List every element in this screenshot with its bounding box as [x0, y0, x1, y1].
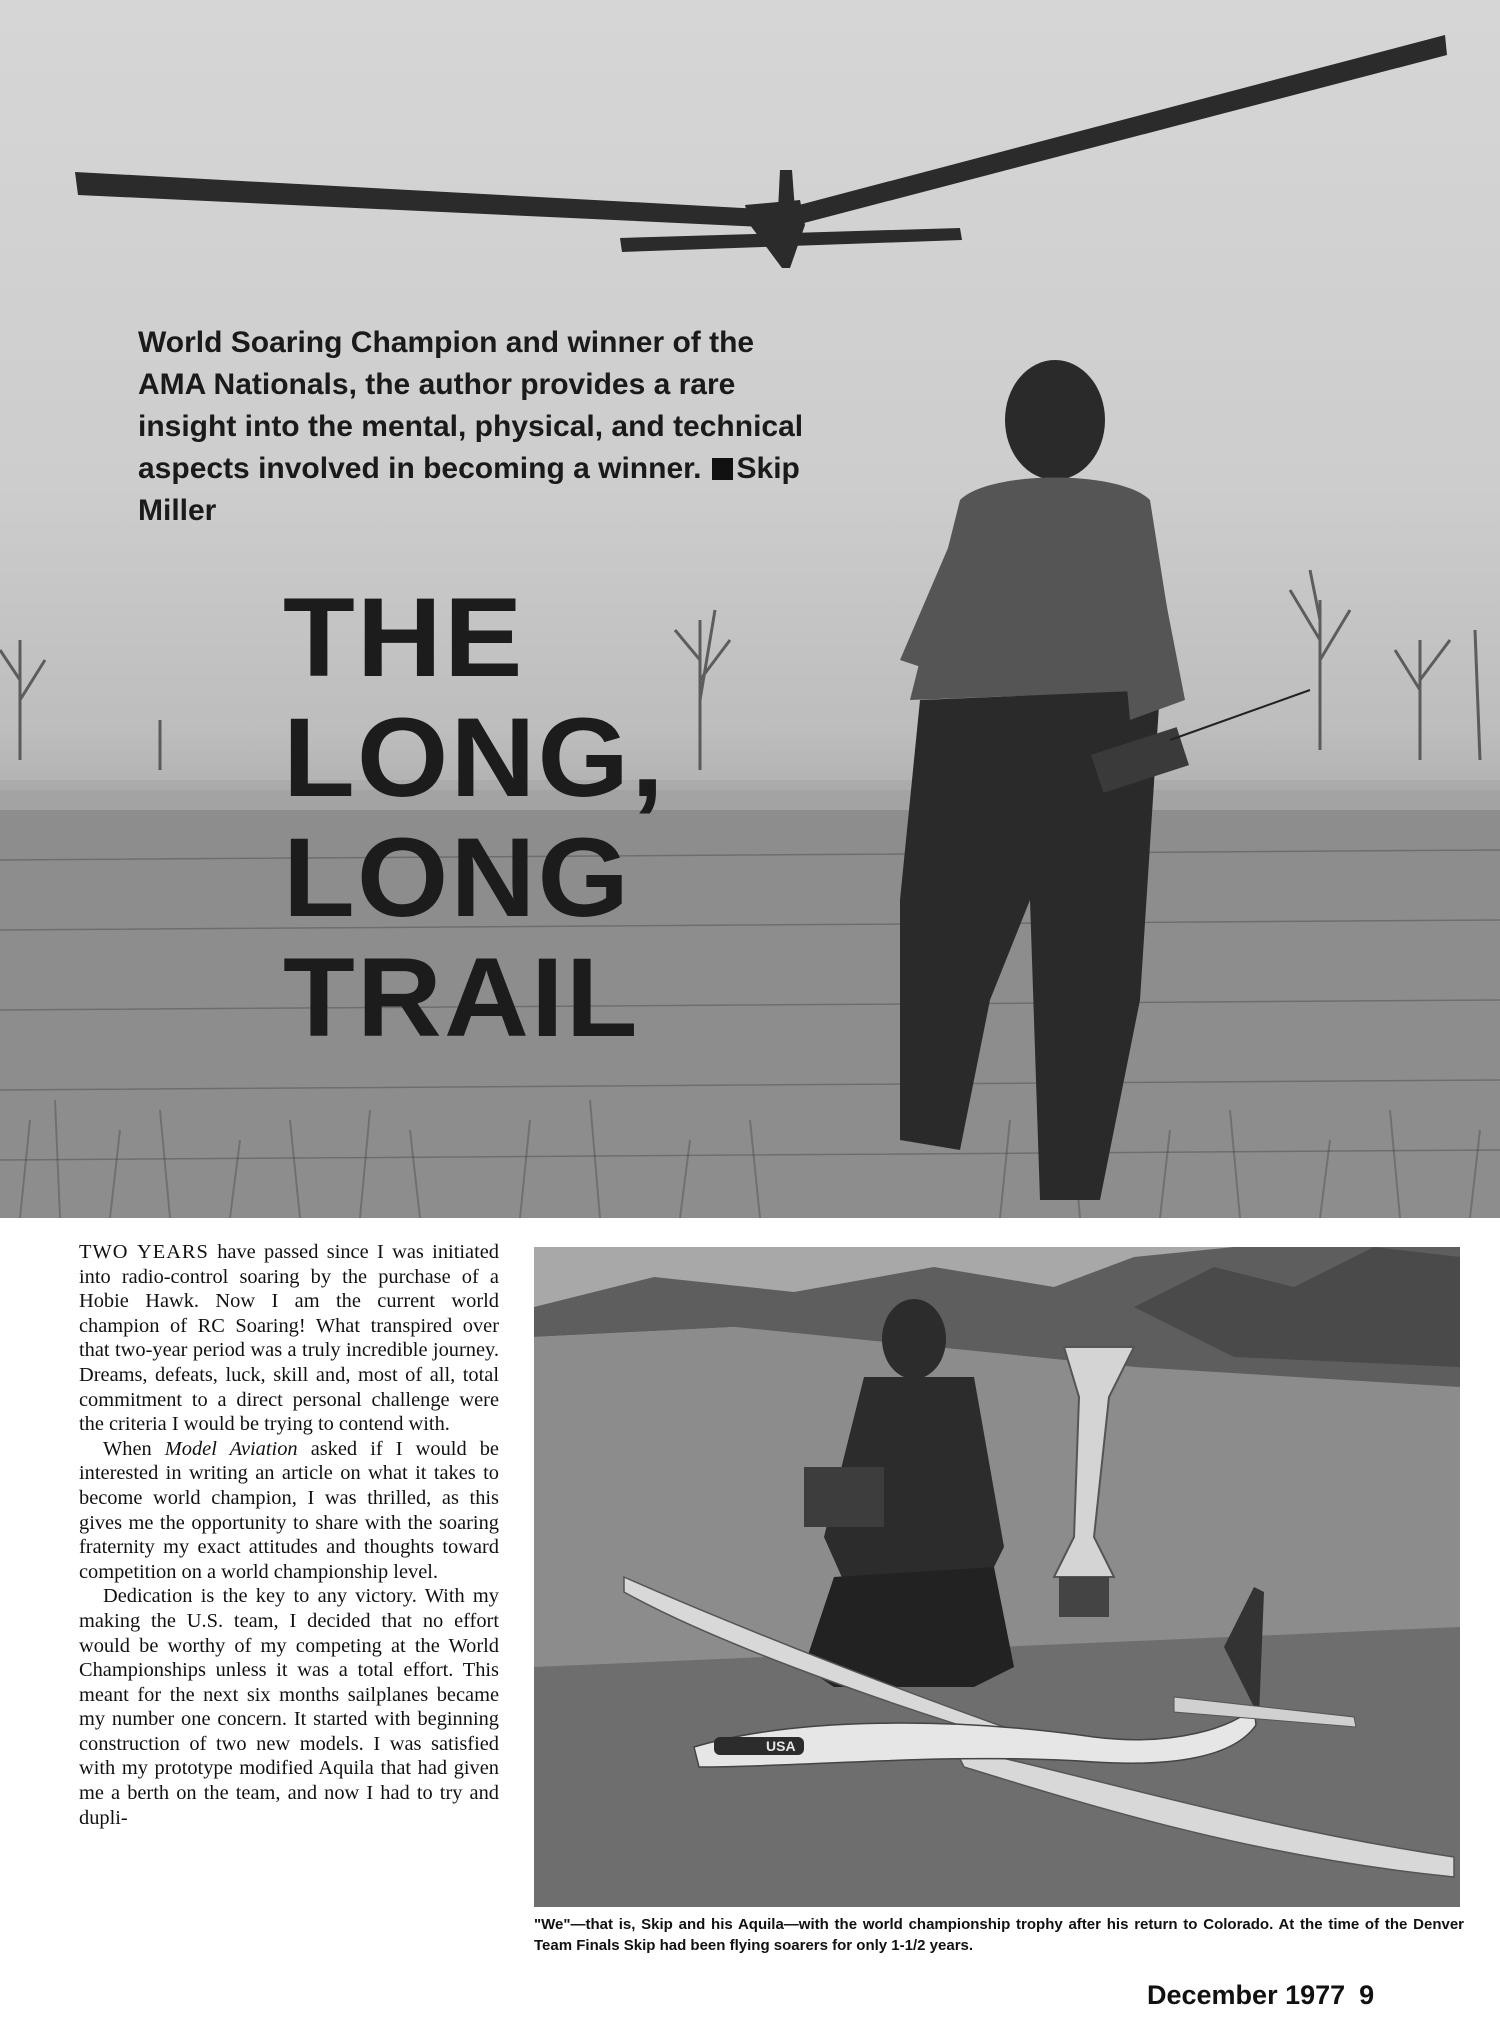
- author-byline: Skip Miller: [138, 452, 800, 527]
- article-title: [283, 575, 745, 1060]
- article-body: [79, 1240, 499, 1830]
- paragraph-1: [79, 1240, 499, 1437]
- intro-text: World Soaring Champion and winner of the AMA Nationals, the author provides a rare insight into the mental, physical, and technical aspects involved in becoming a winner.: [138, 326, 804, 485]
- title-line-1: THE: [283, 575, 525, 700]
- paragraph-2-text-a: When: [103, 1437, 165, 1460]
- paragraph-3: Dedication is the key to any victory. With my making the U.S. team, I decided that no effort would be worthy of my competing at the World Championships unless it was a total effort. This meant for the next six months sailplanes became my number one concern. It started with beginning construction of two new models. I was satisfied with my prototype modified Aquila that had given me a berth on the team, and now I had to try and dupli-: [79, 1585, 499, 1829]
- magazine-name: Model Aviation: [164, 1437, 298, 1460]
- title-line-3: LONG: [283, 815, 632, 940]
- issue-date: December 1977: [1147, 1980, 1346, 2010]
- title-line-2: LONG,: [283, 695, 666, 820]
- lead-in: TWO YEARS: [79, 1241, 209, 1263]
- page-footer: [1147, 1980, 1374, 2011]
- page-number: 9: [1359, 1980, 1375, 2010]
- intro-deck: [138, 322, 818, 532]
- byline-square-icon: [712, 458, 733, 480]
- fuselage-label: USA: [766, 1738, 796, 1754]
- paragraph-2-text-b: asked if I would be interested in writing an article on what it takes to become world champion, I was thrilled, as this gives me the opportunity to share with the soaring fraternity my exact attitudes and thoughts toward competition on a world championship level.: [79, 1437, 499, 1583]
- photo-caption: "We"—that is, Skip and his Aquila—with the world championship trophy after his return to Colorado. At the time of the Denver Team Finals Skip had been flying soarers for only 1-1/2 years.: [534, 1916, 1464, 1954]
- trophy-photo-scene: [534, 1247, 1460, 1907]
- paragraph-2: [79, 1437, 499, 1585]
- trophy-photo: [534, 1247, 1460, 1907]
- title-line-4: TRAIL: [283, 935, 640, 1060]
- paragraph-1-text: have passed since I was initiated into radio-control soaring by the purchase of a Hobie Hawk. Now I am the current world champion of RC Soaring! What transpired over that two-year period was a truly incredible journey. Dreams, defeats, luck, skill and, most of all, total commitment to a direct personal challenge were the criteria I would be trying to contend with.: [79, 1241, 500, 1436]
